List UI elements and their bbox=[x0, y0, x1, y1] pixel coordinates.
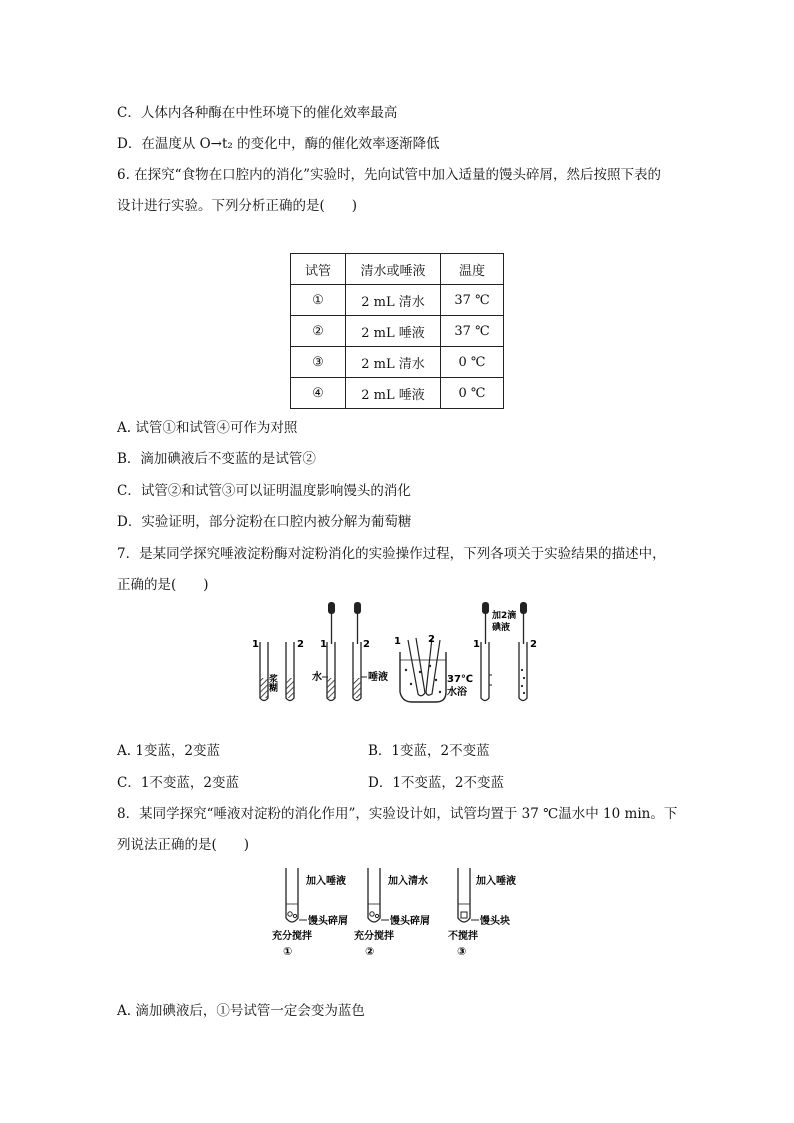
option-a-q8: A. 滴加碘液后，①号试管一定会变为蓝色 bbox=[117, 1003, 365, 1019]
option-d-q6: D．实验证明，部分淀粉在口腔内被分解为葡萄糖 bbox=[117, 514, 412, 530]
stir-label: 充分搅拌 bbox=[272, 931, 312, 942]
add-saliva-label: 加入唾液 bbox=[306, 876, 346, 887]
experiment-table bbox=[290, 253, 504, 409]
option-c-q7: C．1不变蓝，2变蓝 bbox=[117, 775, 240, 791]
add-water-label: 加入清水 bbox=[388, 876, 428, 887]
tube-1 bbox=[272, 868, 348, 958]
table-header: 试管 bbox=[291, 254, 346, 285]
table-cell: 37 ℃ bbox=[441, 285, 504, 316]
block-label: 馒头块 bbox=[480, 916, 510, 927]
table-cell: 37 ℃ bbox=[441, 316, 504, 347]
iodine-label-1: 加2滴 bbox=[492, 611, 517, 621]
table-cell: 2 mL 唾液 bbox=[346, 316, 441, 347]
dropper-tubes bbox=[312, 602, 388, 701]
iodine-label-2: 碘液 bbox=[492, 623, 511, 633]
option-c-q6: C．试管②和试管③可以证明温度影响馒头的消化 bbox=[117, 483, 411, 499]
stir-label: 充分搅拌 bbox=[354, 931, 394, 942]
table-cell: 2 mL 唾液 bbox=[346, 378, 441, 409]
option-d-q5: D．在温度从 O→t₂ 的变化中，酶的催化效率逐渐降低 bbox=[117, 136, 440, 152]
question-8-line-1: 8．某同学探究“唾液对淀粉的消化作用”，实验设计如，试管均置于 37 ℃温水中 10 min。下 bbox=[117, 806, 678, 822]
tube-number: 1 bbox=[252, 639, 259, 650]
question-6-line-1: 6. 在探究“食物在口腔内的消化”实验时，先向试管中加入适量的馒头碎屑，然后按照下表的 bbox=[117, 167, 661, 183]
table-cell: ④ bbox=[291, 378, 346, 409]
table-cell: 2 mL 清水 bbox=[346, 347, 441, 378]
option-d-q7: D．1不变蓝，2不变蓝 bbox=[368, 775, 505, 791]
table-header-row bbox=[291, 254, 504, 285]
table-cell: 0 ℃ bbox=[441, 378, 504, 409]
saliva-digestion-figure bbox=[270, 862, 540, 960]
digestion-experiment-figure bbox=[250, 600, 550, 708]
question-6-line-2: 设计进行实验。下列分析正确的是( ) bbox=[117, 198, 358, 214]
tube-number: 1 bbox=[320, 639, 327, 650]
option-a-q7: A. 1变蓝，2变蓝 bbox=[117, 743, 221, 759]
table-row bbox=[291, 347, 504, 378]
tube-number: 1 bbox=[394, 636, 401, 647]
saliva-label: 唾液 bbox=[368, 672, 388, 683]
tube-number: 2 bbox=[297, 639, 304, 650]
tube-number: 2 bbox=[428, 634, 435, 645]
tube-label: ① bbox=[283, 945, 293, 958]
add-saliva-label: 加入唾液 bbox=[476, 876, 516, 887]
option-a-q6: A. 试管①和试管④可作为对照 bbox=[117, 420, 298, 436]
water-bath bbox=[394, 634, 473, 702]
table-cell: 2 mL 清水 bbox=[346, 285, 441, 316]
table-header: 清水或唾液 bbox=[346, 254, 441, 285]
option-c-q5: C．人体内各种酶在中性环境下的催化效率最高 bbox=[117, 105, 398, 121]
option-b-q6: B．滴加碘液后不变蓝的是试管② bbox=[117, 451, 316, 467]
question-7-line-1: 7．是某同学探究唾液淀粉酶对淀粉消化的实验操作过程，下列各项关于实验结果的描述中， bbox=[117, 546, 666, 562]
tube-2 bbox=[354, 868, 430, 958]
tube-label: ③ bbox=[457, 945, 467, 958]
table-row bbox=[291, 378, 504, 409]
question-7-line-2: 正确的是( ) bbox=[117, 577, 209, 593]
question-8-line-2: 列说法正确的是( ) bbox=[117, 837, 250, 853]
paste-label: 浆糊 bbox=[267, 674, 277, 692]
crumbs-label: 馒头碎屑 bbox=[308, 916, 348, 927]
table-cell: 0 ℃ bbox=[441, 347, 504, 378]
iodine-tubes bbox=[473, 602, 537, 701]
table-cell: ② bbox=[291, 316, 346, 347]
table-cell: ③ bbox=[291, 347, 346, 378]
tube-number: 2 bbox=[363, 639, 370, 650]
option-b-q7: B．1变蓝，2不变蓝 bbox=[368, 743, 490, 759]
tube-number: 1 bbox=[473, 639, 480, 650]
temperature-label: 37℃ bbox=[447, 674, 474, 685]
water-label: 水 bbox=[312, 672, 322, 683]
tube-3 bbox=[448, 868, 516, 958]
paste-tubes bbox=[252, 639, 304, 701]
tube-number: 2 bbox=[530, 639, 537, 650]
tube-label: ② bbox=[365, 945, 375, 958]
table-row bbox=[291, 285, 504, 316]
table-header: 温度 bbox=[441, 254, 504, 285]
table-row bbox=[291, 316, 504, 347]
table-cell: ① bbox=[291, 285, 346, 316]
water-bath-label: 水浴 bbox=[447, 687, 467, 698]
crumbs-label: 馒头碎屑 bbox=[390, 916, 430, 927]
no-stir-label: 不搅拌 bbox=[448, 931, 478, 942]
